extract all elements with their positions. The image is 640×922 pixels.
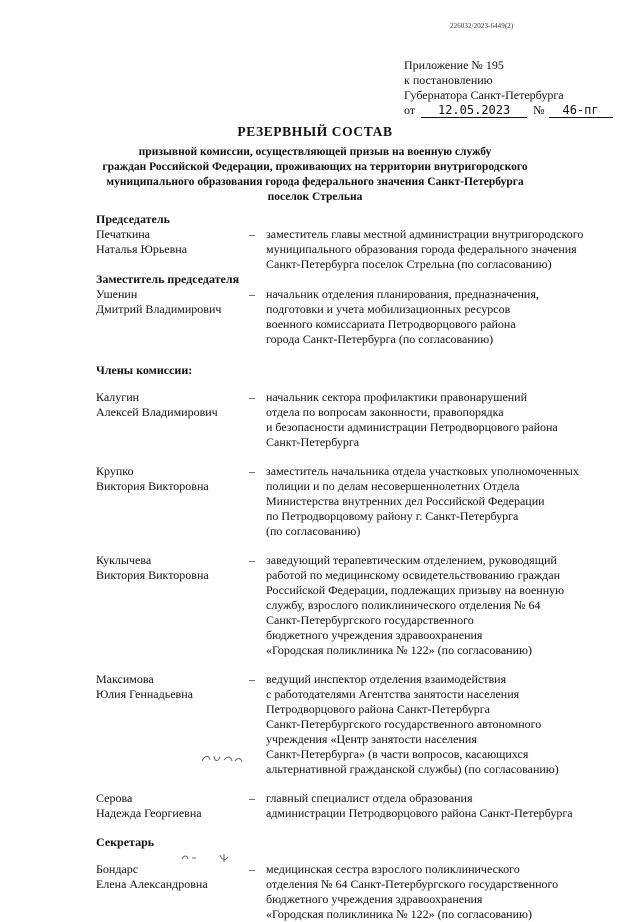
position bbox=[258, 862, 616, 922]
position-line: города Санкт-Петербурга (по согласованию) bbox=[266, 332, 494, 346]
member-entry bbox=[96, 464, 616, 539]
position-line: по Петродворцовому району г. Санкт-Петербурга bbox=[266, 509, 519, 523]
given-name: Дмитрий Владимирович bbox=[96, 302, 222, 316]
appendix-block bbox=[404, 58, 614, 118]
decree-date: 12.05.2023 bbox=[421, 104, 527, 118]
position-line: альтернативной гражданской службы) (по согласованию) bbox=[266, 762, 559, 776]
position-line: заведующий терапевтическим отделением, руководящий bbox=[266, 553, 557, 567]
position-line: подготовки и учета мобилизационных ресурсов bbox=[266, 302, 511, 316]
secretary-heading: Секретарь bbox=[96, 835, 155, 849]
position-line: медицинская сестра взрослого поликлинического bbox=[266, 862, 520, 876]
position-line: с работодателями Агентства занятости населения bbox=[266, 687, 520, 701]
chairman-heading: Председатель bbox=[96, 212, 170, 226]
position-line: полиции и по делам несовершеннолетних Отдела bbox=[266, 479, 520, 493]
position-line: «Городская поликлиника № 122» (по согласованию) bbox=[266, 907, 532, 921]
position bbox=[258, 791, 616, 821]
position-line: заместитель начальника отдела участковых уполномоченных bbox=[266, 464, 579, 478]
position bbox=[258, 553, 616, 658]
dash: – bbox=[249, 227, 255, 241]
title-block bbox=[95, 124, 535, 205]
position-line: Санкт-Петербурга» (в части вопросов, касающихся bbox=[266, 747, 529, 761]
member-list bbox=[96, 212, 616, 922]
position bbox=[258, 464, 616, 539]
document-id: 226032/2023-6449(2) bbox=[450, 22, 514, 30]
position-line: отделения № 64 Санкт-Петербургского государственного bbox=[266, 877, 559, 891]
position-line: Санкт-Петербурга поселок Стрельна (по согласованию) bbox=[266, 257, 552, 271]
person-name bbox=[96, 791, 246, 821]
position-line: администрации Петродворцового района Санкт-Петербурга bbox=[266, 806, 573, 820]
appendix-line-2: к постановлению bbox=[404, 73, 493, 87]
given-name: Юлия Геннадьевна bbox=[96, 687, 193, 701]
position-line: «Городская поликлиника № 122» (по согласованию) bbox=[266, 643, 532, 657]
member-entry bbox=[96, 390, 616, 450]
dash: – bbox=[249, 862, 255, 876]
position-line: Петродворцового района Санкт-Петербурга bbox=[266, 702, 490, 716]
members-heading: Члены комиссии: bbox=[96, 363, 193, 377]
secretary-entry bbox=[96, 862, 616, 922]
dash: – bbox=[249, 672, 255, 686]
dash: – bbox=[249, 390, 255, 404]
member-entry bbox=[96, 672, 616, 777]
position-line: Санкт-Петербургского государственного автономного bbox=[266, 717, 542, 731]
position-line: (по согласованию) bbox=[266, 524, 361, 538]
position bbox=[258, 227, 616, 272]
subtitle-line-3: муниципального образования города федерального значения Санкт-Петербурга bbox=[106, 176, 524, 188]
handwritten-mark-icon bbox=[180, 852, 232, 864]
decree-number: 46-пг bbox=[549, 104, 613, 118]
position-line: отдела по вопросам законности, правопорядка bbox=[266, 405, 504, 419]
surname: Печаткина bbox=[96, 227, 150, 241]
position-line: муниципального образования города федерального значения bbox=[266, 242, 577, 256]
position-line: Российской Федерации, подлежащих призыву на военную bbox=[266, 583, 565, 597]
position-line: военного комиссариата Петродворцового района bbox=[266, 317, 516, 331]
position bbox=[258, 287, 616, 347]
position-line: Министерства внутренних дел Российской Федерации bbox=[266, 494, 545, 508]
from-label: от bbox=[404, 103, 416, 117]
deputy-heading: Заместитель председателя bbox=[96, 272, 240, 286]
surname: Калугин bbox=[96, 390, 140, 404]
position-line: работой по медицинскому освидетельствованию граждан bbox=[266, 568, 561, 582]
position-line: начальник отделения планирования, предназначения, bbox=[266, 287, 539, 301]
position-line: учреждения «Центр занятости населения bbox=[266, 732, 477, 746]
handwritten-mark-icon bbox=[200, 752, 244, 766]
subtitle-line-2: граждан Российской Федерации, проживающих на территории внутригородского bbox=[102, 161, 528, 173]
person-name bbox=[96, 287, 246, 347]
dash: – bbox=[249, 464, 255, 478]
page-title: РЕЗЕРВНЫЙ СОСТАВ bbox=[237, 124, 393, 139]
position-line: Санкт-Петербургского государственного bbox=[266, 613, 474, 627]
position-line: бюджетного учреждения здравоохранения bbox=[266, 892, 483, 906]
dash: – bbox=[249, 791, 255, 805]
given-name: Наталья Юрьевна bbox=[96, 242, 188, 256]
member-entry bbox=[96, 791, 616, 821]
surname: Максимова bbox=[96, 672, 154, 686]
position-line: главный специалист отдела образования bbox=[266, 791, 473, 805]
given-name: Виктория Викторовна bbox=[96, 479, 209, 493]
given-name: Алексей Владимирович bbox=[96, 405, 218, 419]
surname: Куклычева bbox=[96, 553, 152, 567]
position bbox=[258, 672, 616, 777]
person-name bbox=[96, 390, 246, 450]
position-line: и безопасности администрации Петродворцового района bbox=[266, 420, 558, 434]
position bbox=[258, 390, 616, 450]
surname: Крупко bbox=[96, 464, 134, 478]
position-line: ведущий инспектор отделения взаимодействия bbox=[266, 672, 507, 686]
subtitle-line-1: призывной комиссии, осуществляющей призыв на военную службу bbox=[138, 146, 492, 158]
given-name: Надежда Георгиевна bbox=[96, 806, 202, 820]
appendix-date-row bbox=[404, 103, 614, 118]
number-label: № bbox=[533, 103, 545, 117]
surname: Бондарс bbox=[96, 862, 139, 876]
chairman-entry bbox=[96, 227, 616, 272]
surname: Ушенин bbox=[96, 287, 138, 301]
dash: – bbox=[249, 553, 255, 567]
position-line: бюджетного учреждения здравоохранения bbox=[266, 628, 483, 642]
person-name bbox=[96, 862, 246, 922]
position-line: заместитель главы местной администрации внутригородского bbox=[266, 227, 584, 241]
appendix-line-1: Приложение № 195 bbox=[404, 58, 504, 72]
given-name: Елена Александровна bbox=[96, 877, 208, 891]
position-line: начальник сектора профилактики правонарушений bbox=[266, 390, 528, 404]
subtitle-line-4: поселок Стрельна bbox=[267, 191, 363, 203]
appendix-line-3: Губернатора Санкт-Петербурга bbox=[404, 88, 564, 102]
deputy-entry bbox=[96, 287, 616, 347]
surname: Серова bbox=[96, 791, 133, 805]
person-name bbox=[96, 227, 246, 272]
given-name: Виктория Викторовна bbox=[96, 568, 209, 582]
person-name bbox=[96, 553, 246, 658]
position-line: службу, взрослого поликлинического отделения № 64 bbox=[266, 598, 541, 612]
dash: – bbox=[249, 287, 255, 301]
person-name bbox=[96, 464, 246, 539]
position-line: Санкт-Петербурга bbox=[266, 435, 360, 449]
member-entry bbox=[96, 553, 616, 658]
